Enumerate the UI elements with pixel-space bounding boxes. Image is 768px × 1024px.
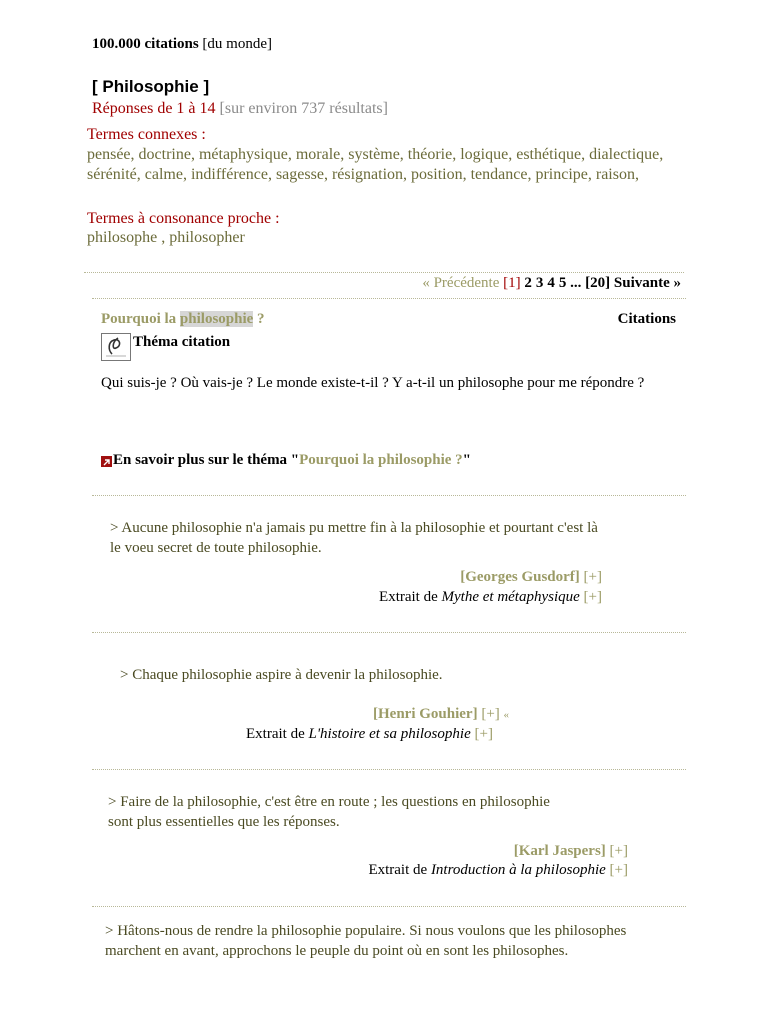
thema-category: Citations [617, 311, 676, 327]
quote-source [246, 726, 493, 743]
author-more-link[interactable]: [+] [583, 569, 602, 585]
similar-terms-list: philosophe , philosopher [87, 229, 245, 246]
results-count [92, 100, 388, 118]
page-link[interactable]: 4 [547, 275, 555, 291]
divider [92, 298, 686, 299]
pagination [422, 275, 681, 292]
related-term-link[interactable]: logique [460, 146, 509, 163]
related-term-link[interactable]: position [411, 166, 463, 183]
current-page: [1] [503, 275, 521, 291]
related-term-link[interactable]: sagesse [275, 166, 324, 183]
divider [92, 495, 686, 496]
quote-author-line [460, 569, 602, 586]
related-terms-label: Termes connexes : [87, 126, 206, 143]
thema-title-suffix: ? [253, 311, 265, 327]
next-page-link[interactable]: Suivante » [613, 275, 681, 291]
quote-author-line [514, 843, 628, 860]
quote-author[interactable]: [Georges Gusdorf] [460, 569, 580, 585]
book-title: Introduction à la philosophie [430, 862, 606, 878]
site-title-bold: 100.000 citations [92, 36, 199, 52]
book-title: L'histoire et sa philosophie [308, 726, 471, 742]
quote-text: > Aucune philosophie n'a jamais pu mettre fin à la philosophie et pourtant c'est là le voeu secret de toute philosophie. [110, 520, 598, 556]
related-term-link[interactable]: métaphysique [198, 146, 288, 163]
thema-more-suffix: " [462, 452, 471, 468]
prev-page-link[interactable]: « Précédente [422, 275, 500, 291]
author-more-link[interactable]: [+] [609, 843, 628, 859]
quote-author[interactable]: [Henri Gouhier] [373, 706, 478, 722]
thema-icon [101, 333, 131, 361]
author-more-link[interactable]: [+] [481, 706, 500, 722]
query-heading: [ Philosophie ] [92, 77, 210, 96]
book-more-link[interactable]: [+] [609, 862, 628, 878]
related-term-link[interactable]: calme [144, 166, 183, 183]
extract-label: Extrait de [368, 862, 431, 878]
external-link-icon [101, 456, 112, 467]
related-terms-list: pensée, doctrine, métaphysique, morale, système, théorie, logique, esthétique, dialectique, sérénité, calme, indifférence, sagesse, résignation, position, tendance, principe, raison, [87, 146, 664, 183]
similar-term-link[interactable]: philosophe [87, 229, 158, 246]
divider [84, 272, 684, 273]
related-term-link[interactable]: système [348, 146, 400, 163]
divider [92, 769, 686, 770]
pagination-ellipsis: ... [570, 275, 582, 291]
quote-author-line [373, 706, 509, 723]
quote-author[interactable]: [Karl Jaspers] [513, 843, 606, 859]
thema-more-prefix: En savoir plus sur le théma " [113, 452, 300, 468]
page-link[interactable]: 5 [558, 275, 567, 291]
site-title [92, 36, 272, 53]
related-term-link[interactable]: raison [595, 166, 635, 183]
similar-terms-label: Termes à consonance proche : [87, 210, 280, 227]
thema-title-prefix: Pourquoi la [101, 311, 180, 327]
related-term-link[interactable]: résignation [331, 166, 404, 183]
extract-label: Extrait de [379, 589, 442, 605]
extract-label: Extrait de [246, 726, 309, 742]
quote-extra-mark: « [503, 709, 510, 721]
related-term-link[interactable]: pensée [87, 146, 131, 163]
results-label: Réponses de 1 à 14 [92, 100, 216, 117]
quote-text: > Hâtons-nous de rendre la philosophie populaire. Si nous voulons que les philosophes marchent en avant, approchons le peuple du point où en sont les philosophes. [105, 923, 627, 959]
results-approx: [sur environ 737 résultats] [219, 100, 388, 117]
last-page-link[interactable]: [20] [585, 275, 611, 291]
thema-more [113, 452, 471, 469]
page-link[interactable]: 2 [524, 275, 532, 291]
quote-source [368, 862, 628, 879]
related-term-link[interactable]: doctrine [138, 146, 191, 163]
related-term-link[interactable]: tendance [470, 166, 528, 183]
related-term-link[interactable]: dialectique [589, 146, 660, 163]
related-term-link[interactable]: esthétique [516, 146, 582, 163]
site-title-rest: [du monde] [202, 36, 272, 52]
divider [92, 632, 686, 633]
quote-text: > Faire de la philosophie, c'est être en route ; les questions en philosophie sont plus essentielles que les réponses. [108, 794, 550, 830]
related-term-link[interactable]: théorie [407, 146, 453, 163]
page-link[interactable]: 3 [535, 275, 544, 291]
thema-text: Qui suis-je ? Où vais-je ? Le monde existe-t-il ? Y a-t-il un philosophe pour me répondre ? [101, 375, 645, 391]
related-term-link[interactable]: morale [295, 146, 341, 163]
thema-icon-label: Théma citation [133, 334, 231, 350]
quote-source [379, 589, 602, 606]
book-title: Mythe et métaphysique [441, 589, 580, 605]
related-term-link[interactable]: principe [535, 166, 588, 183]
similar-term-link[interactable]: philosopher [169, 229, 245, 246]
book-more-link[interactable]: [+] [474, 726, 493, 742]
thema-title[interactable] [101, 311, 265, 328]
thema-more-link[interactable]: Pourquoi la philosophie ? [299, 452, 463, 468]
quote-text: > Chaque philosophie aspire à devenir la philosophie. [120, 667, 443, 683]
divider [92, 906, 686, 907]
related-term-link[interactable]: indifférence [190, 166, 268, 183]
book-more-link[interactable]: [+] [583, 589, 602, 605]
related-term-link[interactable]: sérénité [87, 166, 137, 183]
thema-title-highlight: philosophie [179, 311, 254, 327]
